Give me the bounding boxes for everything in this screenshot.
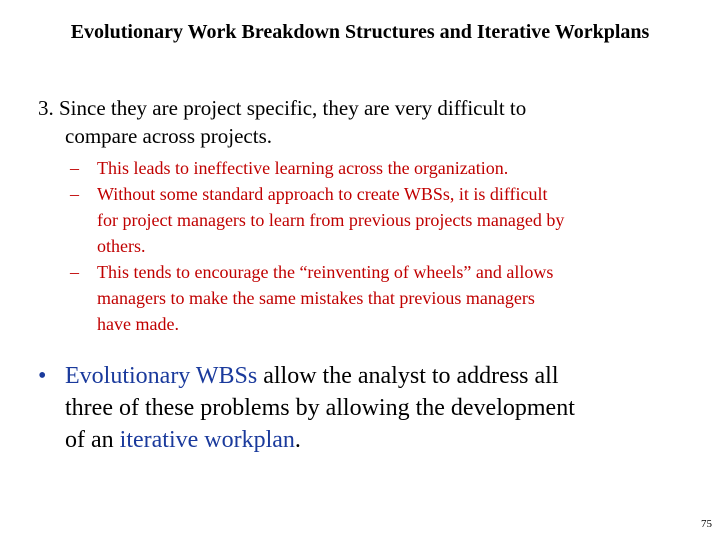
term-evolutionary-wbss: Evolutionary WBSs	[65, 363, 258, 389]
dash-marker: –	[70, 184, 79, 204]
sub-point-3-line1: This tends to encourage the “reinventing of wheels” and allows	[97, 262, 554, 282]
main-bullet-line3-prefix: of an	[65, 427, 120, 453]
sub-point-2-line2: for project managers to learn from previous projects managed by	[97, 210, 565, 230]
main-bullet	[38, 360, 678, 456]
dash-marker: –	[70, 158, 79, 178]
sub-point-1-line1: This leads to ineffective learning across the organization.	[97, 158, 509, 178]
sub-point-list	[70, 155, 680, 337]
main-bullet-line3-suffix: .	[294, 427, 301, 453]
dash-marker: –	[70, 262, 79, 282]
point3-line1: 3. Since they are project specific, they are very difficult to	[38, 96, 527, 120]
page-number: 75	[701, 518, 712, 530]
numbered-point-3	[38, 94, 658, 150]
sub-point-3	[70, 259, 680, 337]
main-bullet-line3	[38, 424, 678, 456]
slide-title: Evolutionary Work Breakdown Structures and Iterative Workplans	[70, 21, 650, 43]
sub-point-3-line3: have made.	[97, 314, 179, 334]
sub-point-1	[70, 155, 680, 181]
bullet-marker: •	[38, 363, 47, 389]
main-bullet-line2: three of these problems by allowing the development	[65, 395, 575, 421]
main-bullet-text1: allow the analyst to address all	[257, 363, 559, 389]
sub-point-3-line2: managers to make the same mistakes that previous managers	[97, 288, 535, 308]
term-iterative-workplan: iterative workplan	[119, 427, 295, 453]
sub-point-2-line3: others.	[97, 236, 146, 256]
sub-point-2-line1: Without some standard approach to create WBSs, it is difficult	[97, 184, 548, 204]
main-bullet-line1	[38, 360, 678, 392]
sub-point-2	[70, 181, 680, 259]
point3-line2: compare across projects.	[65, 124, 272, 148]
